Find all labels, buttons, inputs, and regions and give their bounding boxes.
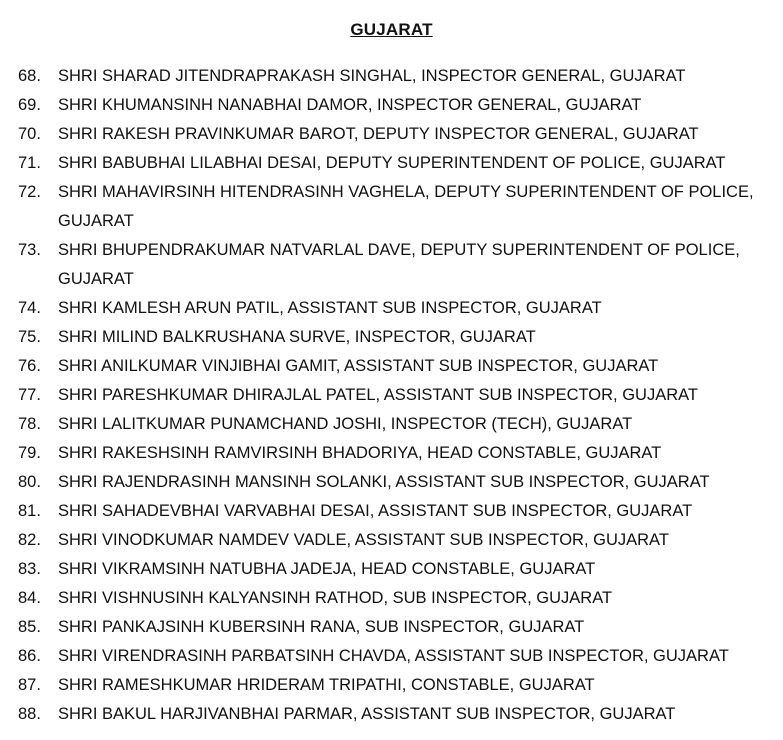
item-text: SHRI MAHAVIRSINH HITENDRASINH VAGHELA, DEPUTY SUPERINTENDENT OF POLICE, GUJARAT [58, 183, 754, 230]
list-item [18, 671, 778, 700]
item-number: 83. [18, 560, 41, 578]
item-text: SHRI VIRENDRASINH PARBATSINH CHAVDA, ASSISTANT SUB INSPECTOR, GUJARAT [58, 647, 729, 665]
item-number: 71. [18, 154, 41, 172]
list-item [18, 323, 778, 352]
list-item [18, 149, 778, 178]
list-item [18, 352, 778, 381]
item-number: 82. [18, 531, 41, 549]
list-item [18, 381, 778, 410]
item-text: SHRI BAKUL HARJIVANBHAI PARMAR, ASSISTANT SUB INSPECTOR, GUJARAT [58, 705, 676, 723]
list-item [18, 642, 778, 671]
list-item [18, 613, 778, 642]
list-item [18, 236, 778, 294]
item-text: SHRI SAHADEVBHAI VARVABHAI DESAI, ASSISTANT SUB INSPECTOR, GUJARAT [58, 502, 693, 520]
item-text: SHRI VIKRAMSINH NATUBHA JADEJA, HEAD CONSTABLE, GUJARAT [58, 560, 596, 578]
item-text: SHRI MILIND BALKRUSHANA SURVE, INSPECTOR, GUJARAT [58, 328, 536, 346]
list-item [18, 700, 778, 729]
item-number: 75. [18, 328, 41, 346]
list-item [18, 468, 778, 497]
item-number: 87. [18, 676, 41, 694]
item-text: SHRI VISHNUSINH KALYANSINH RATHOD, SUB INSPECTOR, GUJARAT [58, 589, 613, 607]
section-heading: GUJARAT [350, 20, 433, 39]
list-item [18, 120, 778, 149]
item-number: 69. [18, 96, 41, 114]
item-number: 85. [18, 618, 41, 636]
item-text: SHRI KAMLESH ARUN PATIL, ASSISTANT SUB INSPECTOR, GUJARAT [58, 299, 602, 317]
item-text: SHRI RAMESHKUMAR HRIDERAM TRIPATHI, CONSTABLE, GUJARAT [58, 676, 595, 694]
item-number: 77. [18, 386, 41, 404]
item-text: SHRI BABUBHAI LILABHAI DESAI, DEPUTY SUPERINTENDENT OF POLICE, GUJARAT [58, 154, 726, 172]
item-number: 86. [18, 647, 41, 665]
item-number: 68. [18, 67, 41, 85]
item-number: 72. [18, 183, 41, 201]
item-number: 73. [18, 241, 41, 259]
awardee-list [18, 62, 778, 729]
list-item [18, 410, 778, 439]
item-text: SHRI PARESHKUMAR DHIRAJLAL PATEL, ASSISTANT SUB INSPECTOR, GUJARAT [58, 386, 698, 404]
item-number: 74. [18, 299, 41, 317]
item-number: 81. [18, 502, 41, 520]
list-item [18, 584, 778, 613]
list-item [18, 526, 778, 555]
item-number: 79. [18, 444, 41, 462]
item-text: SHRI KHUMANSINH NANABHAI DAMOR, INSPECTOR GENERAL, GUJARAT [58, 96, 642, 114]
item-text: SHRI PANKAJSINH KUBERSINH RANA, SUB INSPECTOR, GUJARAT [58, 618, 585, 636]
item-number: 88. [18, 705, 41, 723]
item-number: 76. [18, 357, 41, 375]
list-item [18, 439, 778, 468]
item-text: SHRI LALITKUMAR PUNAMCHAND JOSHI, INSPECTOR (TECH), GUJARAT [58, 415, 633, 433]
item-text: SHRI BHUPENDRAKUMAR NATVARLAL DAVE, DEPUTY SUPERINTENDENT OF POLICE, GUJARAT [58, 241, 740, 288]
item-text: SHRI RAKESHSINH RAMVIRSINH BHADORIYA, HEAD CONSTABLE, GUJARAT [58, 444, 662, 462]
list-item [18, 178, 778, 236]
item-number: 70. [18, 125, 41, 143]
list-item [18, 62, 778, 91]
item-text: SHRI RAKESH PRAVINKUMAR BAROT, DEPUTY INSPECTOR GENERAL, GUJARAT [58, 125, 699, 143]
item-number: 84. [18, 589, 41, 607]
list-item [18, 497, 778, 526]
item-number: 78. [18, 415, 41, 433]
list-item [18, 555, 778, 584]
item-text: SHRI ANILKUMAR VINJIBHAI GAMIT, ASSISTANT SUB INSPECTOR, GUJARAT [58, 357, 659, 375]
item-text: SHRI SHARAD JITENDRAPRAKASH SINGHAL, INSPECTOR GENERAL, GUJARAT [58, 67, 686, 85]
list-item [18, 91, 778, 120]
item-number: 80. [18, 473, 41, 491]
list-item [18, 294, 778, 323]
item-text: SHRI RAJENDRASINH MANSINH SOLANKI, ASSISTANT SUB INSPECTOR, GUJARAT [58, 473, 710, 491]
item-text: SHRI VINODKUMAR NAMDEV VADLE, ASSISTANT SUB INSPECTOR, GUJARAT [58, 531, 669, 549]
